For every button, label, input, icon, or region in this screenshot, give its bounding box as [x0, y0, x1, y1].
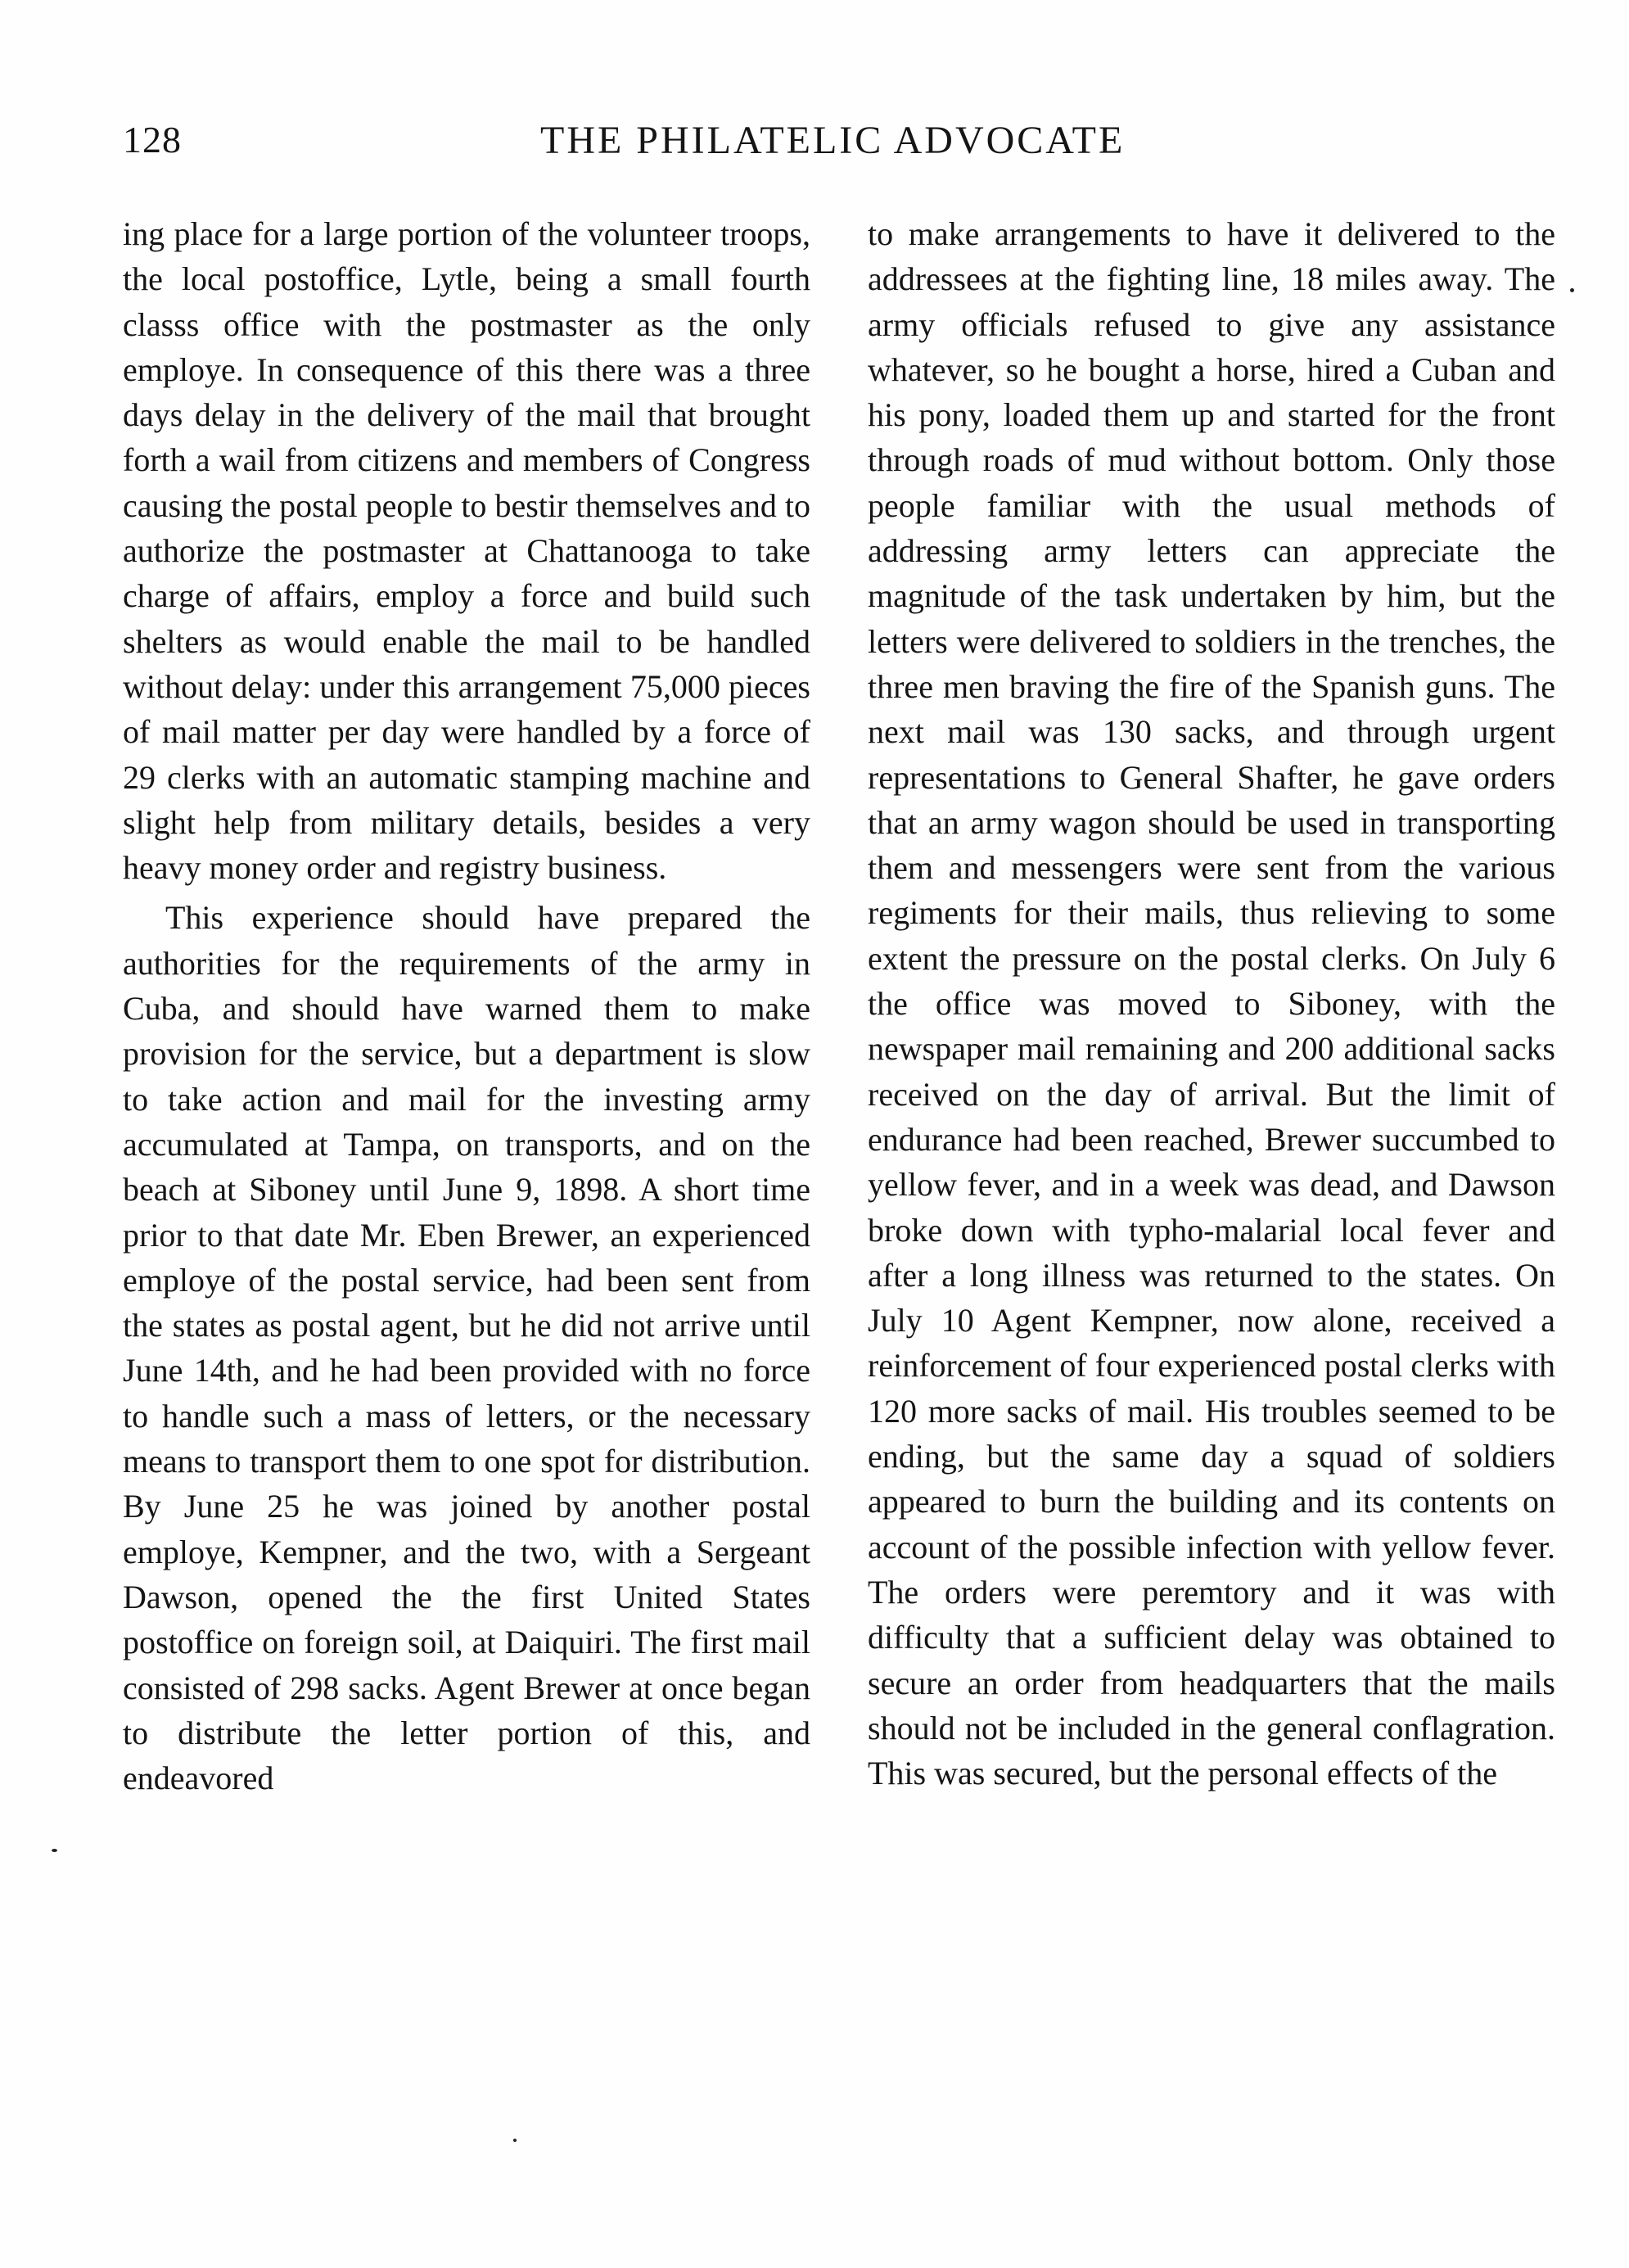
right-column — [868, 211, 1555, 1796]
running-title: THE PHILATELIC ADVOCATE — [540, 119, 1126, 162]
print-speck — [1570, 288, 1574, 292]
print-speck — [513, 2139, 517, 2142]
page-number: 128 — [123, 119, 182, 160]
print-speck — [52, 1849, 57, 1852]
left-paragraph-1: ing place for a large portion of the volunteer troops, the local postoffice, Lytle, being a small fourth classs office with the postmaster as the only employe. In consequence of this there was a three days delay in the delivery of the mail that brought forth a wail from citizens and members of Congress causing the postal people to bestir themselves and to authorize the postmaster at Chattanooga to take charge of affairs, employ a force and build such shelters as would enable the mail to be handled without delay: under this arrangement 75,000 pieces of mail matter per day were handled by a force of 29 clerks with an automatic stamping machine and slight help from military details, besides a very heavy money order and registry business. — [123, 215, 810, 887]
left-column — [123, 211, 810, 1800]
right-paragraph-1: to make arrangements to have it delivered to the addressees at the fighting line, 18 miles away. The army officials refused to give any assistance whatever, so he bought a horse, hired a Cuban and his pony, loaded them up and started for the front through roads of mud without bottom. Only those people familiar with the usual methods of addressing army letters can appreciate the magnitude of the task undertaken by him, but the letters were delivered to soldiers in the trenches, the three men braving the fire of the Spanish guns. The next mail was 130 sacks, and through urgent representations to General Shafter, he gave orders that an army wagon should be used in transporting them and messengers were sent from the various regiments for their mails, thus relieving to some extent the pressure on the postal clerks. On July 6 the office was moved to Siboney, with the newspaper mail remaining and 200 additional sacks received on the day of arrival. But the limit of endurance had been reached, Brewer succumbed to yellow fever, and in a week was dead, and Dawson broke down with typho-malarial local fever and after a long illness was returned to the states. On July 10 Agent Kempner, now alone, received a reinforcement of four experienced postal clerks with 120 more sacks of mail. His troubles seemed to be ending, but the same day a squad of soldiers appeared to burn the building and its contents on account of the possible infection with yellow fever. The orders were peremtory and it was with difficulty that a sufficient delay was obtained to secure an order from headquarters that the mails should not be included in the general conflagration. This was secured, but the personal effects of the — [868, 215, 1555, 1792]
left-paragraph-2: This experience should have prepared the authorities for the requirements of the army in Cuba, and should have warned them to make provision for the service, but a department is slow to take action and mail for the investing army accumulated at Tampa, on transports, and on the beach at Siboney until June 9, 1898. A short time prior to that date Mr. Eben Brewer, an experienced employe of the postal service, had been sent from the states as postal agent, but he did not arrive until June 14th, and he had been provided with no force to handle such a mass of letters, or the necessary means to transport them to one spot for distribution. By June 25 he was joined by another postal employe, Kempner, and the two, with a Sergeant Dawson, opened the the first United States postoffice on foreign soil, at Daiquiri. The first mail consisted of 298 sacks. Agent Brewer at once began to distribute the letter portion of this, and endeavored — [123, 899, 810, 1797]
